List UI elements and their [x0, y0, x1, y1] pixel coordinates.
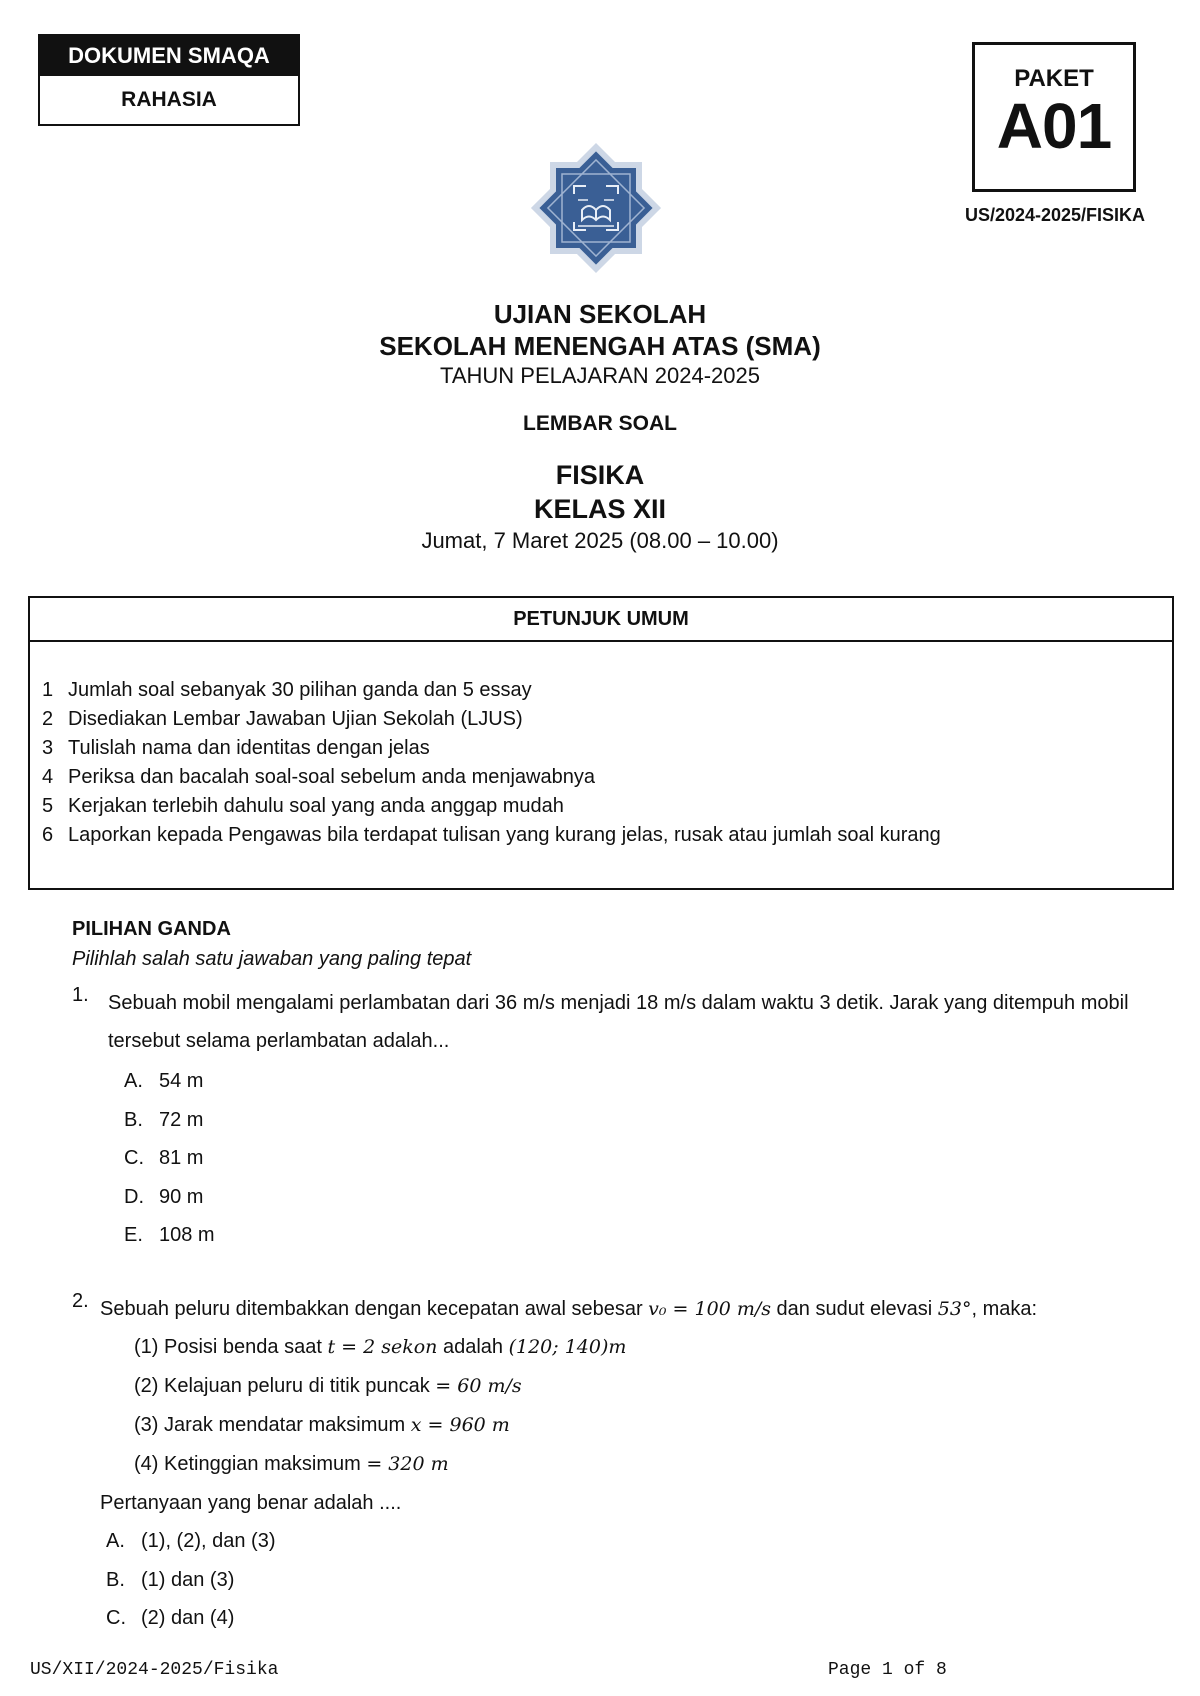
paket-code: A01 — [996, 90, 1112, 162]
option-letter: A. — [124, 1070, 143, 1092]
general-instructions-box — [28, 596, 1174, 890]
statement-label: (2) — [134, 1375, 159, 1397]
question-text — [100, 1290, 1172, 1328]
list-item — [42, 821, 1172, 850]
item-number: 3 — [42, 737, 54, 759]
multiple-choice-section — [72, 914, 1152, 974]
question-text: Sebuah mobil mengalami perlambatan dari 36 m/s menjadi 18 m/s dalam waktu 3 detik. Jarak yang ditempuh mobil tersebut selama perlambatan adalah... — [108, 992, 1129, 1052]
list-item — [42, 705, 1172, 734]
statement-item — [134, 1445, 1172, 1484]
answer-option-d[interactable] — [124, 1178, 1132, 1217]
item-number: 2 — [42, 708, 54, 730]
option-text: 72 m — [159, 1108, 204, 1131]
question-prompt: Pertanyaan yang benar adalah .... — [100, 1492, 402, 1514]
badge-title: DOKUMEN SMAQA — [40, 36, 298, 76]
option-text: 90 m — [159, 1185, 204, 1208]
math-expression: x = 960 m — [410, 1414, 510, 1436]
statement-text: adalah — [437, 1336, 509, 1358]
answer-option-c[interactable] — [106, 1599, 1172, 1638]
item-text: Laporkan kepada Pengawas bila terdapat tulisan yang kurang jelas, rusak atau jumlah soal kurang — [68, 824, 941, 846]
option-letter: B. — [124, 1108, 143, 1131]
footer-page-number: Page 1 of 8 — [828, 1660, 947, 1680]
answer-options — [124, 1062, 1132, 1255]
exam-title: UJIAN SEKOLAH — [493, 299, 707, 329]
answer-option-a[interactable] — [106, 1522, 1172, 1561]
option-letter: C. — [106, 1607, 126, 1629]
item-text: Kerjakan terlebih dahulu soal yang anda anggap mudah — [68, 795, 564, 817]
section-title: PILIHAN GANDA — [72, 918, 231, 940]
statement-text: Kelajuan peluru di titik puncak — [164, 1375, 436, 1397]
option-letter: E. — [124, 1224, 143, 1246]
option-letter: C. — [124, 1147, 144, 1169]
question-number: 1. — [72, 984, 89, 1006]
grade-title: KELAS XII — [533, 494, 667, 524]
statement-label: (3) — [134, 1414, 159, 1436]
statement-item — [134, 1406, 1172, 1445]
item-text: Jumlah soal sebanyak 30 pilihan ganda dan 5 essay — [68, 679, 532, 701]
question-number: 2. — [72, 1290, 89, 1312]
item-number: 1 — [42, 679, 54, 701]
math-expression: t = 2 sekon — [327, 1336, 438, 1358]
option-text: 54 m — [159, 1070, 204, 1092]
math-expression: = 320 m — [366, 1453, 449, 1475]
document-classification-badge — [38, 34, 300, 126]
statement-label: (1) — [134, 1336, 159, 1358]
item-number: 5 — [42, 795, 54, 817]
academic-year: TAHUN PELAJARAN 2024-2025 — [440, 363, 760, 388]
instructions-list — [30, 642, 1172, 850]
list-item — [42, 763, 1172, 792]
paket-box — [972, 42, 1136, 192]
answer-option-a[interactable] — [124, 1062, 1132, 1101]
section-subtitle: Pilihlah salah satu jawaban yang paling tepat — [72, 948, 472, 970]
list-item — [42, 676, 1172, 705]
option-letter: D. — [124, 1185, 144, 1208]
school-level: SEKOLAH MENENGAH ATAS (SMA) — [379, 331, 821, 361]
math-expression: = 60 m/s — [435, 1375, 522, 1397]
statement-label: (4) — [134, 1453, 159, 1475]
option-text: 81 m — [159, 1147, 204, 1169]
answer-option-b[interactable] — [106, 1561, 1172, 1600]
item-text: Disediakan Lembar Jawaban Ujian Sekolah (LJUS) — [68, 708, 523, 730]
statement-list — [134, 1328, 1172, 1484]
item-number: 4 — [42, 766, 54, 788]
option-letter: B. — [106, 1568, 125, 1591]
list-item — [42, 792, 1172, 821]
item-text: Periksa dan bacalah soal-soal sebelum anda menjawabnya — [68, 766, 595, 788]
sheet-title: LEMBAR SOAL — [523, 412, 677, 435]
answer-option-b[interactable] — [124, 1101, 1132, 1140]
footer-document-code: US/XII/2024-2025/Fisika — [30, 1660, 279, 1680]
question-1 — [72, 984, 1132, 1255]
paket-label: PAKET — [1014, 65, 1094, 92]
math-expression: 53° — [937, 1298, 972, 1320]
math-expression: (120; 140)m — [508, 1336, 627, 1358]
option-text: 108 m — [159, 1224, 215, 1246]
badge-confidential: RAHASIA — [40, 76, 298, 124]
question-text-part: Sebuah peluru ditembakkan dengan kecepatan awal sebesar — [100, 1298, 649, 1320]
math-expression: v₀ = 100 m/s — [648, 1298, 771, 1320]
star-emblem-logo — [528, 140, 664, 276]
option-letter: A. — [106, 1530, 125, 1552]
question-text-part: dan sudut elevasi — [771, 1298, 938, 1320]
instructions-title: PETUNJUK UMUM — [30, 598, 1172, 642]
option-text: (2) dan (4) — [141, 1607, 235, 1629]
item-number: 6 — [42, 824, 54, 846]
exam-date: Jumat, 7 Maret 2025 (08.00 – 10.00) — [421, 528, 779, 553]
statement-text: Ketinggian maksimum — [164, 1453, 367, 1475]
question-text-part: , maka: — [971, 1298, 1038, 1320]
item-text: Tulislah nama dan identitas dengan jelas — [68, 737, 430, 759]
answer-option-c[interactable] — [124, 1139, 1132, 1178]
statement-text: Jarak mendatar maksimum — [164, 1414, 411, 1436]
statement-item — [134, 1328, 1172, 1367]
list-item — [42, 734, 1172, 763]
option-text: (1) dan (3) — [141, 1568, 235, 1591]
question-2 — [72, 1290, 1172, 1638]
answer-options — [106, 1522, 1172, 1638]
statement-item — [134, 1367, 1172, 1406]
subject-title: FISIKA — [555, 460, 645, 490]
answer-option-e[interactable] — [124, 1216, 1132, 1255]
paket-reference: US/2024-2025/FISIKA — [964, 205, 1146, 225]
statement-text: Posisi benda saat — [164, 1336, 328, 1358]
exam-title-block — [0, 298, 1200, 556]
option-text: (1), (2), dan (3) — [141, 1530, 276, 1552]
